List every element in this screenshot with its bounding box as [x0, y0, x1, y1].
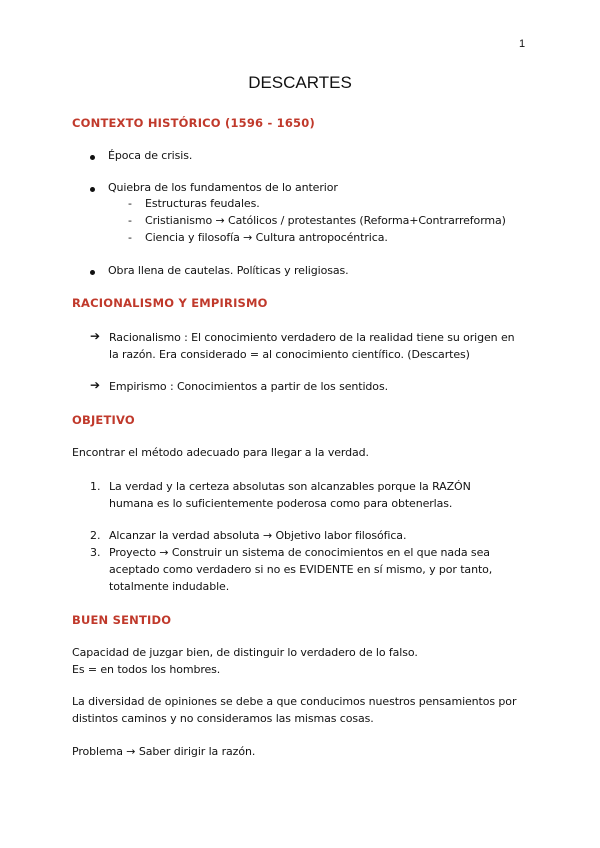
arrow-bullet-icon: ➔ — [90, 378, 101, 392]
list-number: 2. — [90, 529, 101, 542]
sub-item: Cristianismo → Católicos / protestantes (Reforma+Contrarreforma) — [145, 214, 506, 227]
bullet-dot-icon — [90, 155, 95, 160]
dash-icon: - — [128, 214, 132, 227]
list-item-line: la razón. Era considerado = al conocimiento científico. (Descartes) — [109, 348, 470, 361]
paragraph-line: La diversidad de opiniones se debe a que conducimos nuestros pensamientos por — [72, 695, 517, 708]
list-number: 3. — [90, 546, 101, 559]
sub-item: Estructuras feudales. — [145, 197, 260, 210]
dash-icon: - — [128, 231, 132, 244]
list-item-line: Empirismo : Conocimientos a partir de los sentidos. — [109, 380, 388, 393]
bullet-dot-icon — [90, 187, 95, 192]
list-item-line: Proyecto → Construir un sistema de conocimientos en el que nada sea — [109, 546, 490, 559]
page-number: 1 — [519, 38, 526, 50]
list-item-line: Alcanzar la verdad absoluta → Objetivo labor filosófica. — [109, 529, 407, 542]
list-item-line: humana es lo suficientemente poderosa como para obtenerlas. — [109, 497, 453, 510]
section-heading-buen-sentido: BUEN SENTIDO — [72, 613, 172, 627]
bullet-item: Obra llena de cautelas. Políticas y religiosas. — [108, 264, 349, 277]
sub-item: Ciencia y filosofía → Cultura antropocéntrica. — [145, 231, 388, 244]
paragraph-line: Capacidad de juzgar bien, de distinguir lo verdadero de lo falso. — [72, 646, 418, 659]
arrow-bullet-icon: ➔ — [90, 329, 101, 343]
document-title: DESCARTES — [248, 73, 352, 92]
paragraph-line: Problema → Saber dirigir la razón. — [72, 745, 256, 758]
paragraph-line: Es = en todos los hombres. — [72, 663, 221, 676]
bullet-dot-icon — [90, 270, 95, 275]
list-item-line: aceptado como verdadero si no es EVIDENTE en sí mismo, y por tanto, — [109, 563, 493, 576]
bullet-item: Época de crisis. — [108, 149, 193, 162]
list-item-line: La verdad y la certeza absolutas son alcanzables porque la RAZÓN — [109, 480, 471, 493]
section-heading-racionalismo: RACIONALISMO Y EMPIRISMO — [72, 296, 268, 310]
list-item-line: totalmente indudable. — [109, 580, 230, 593]
paragraph: Encontrar el método adecuado para llegar a la verdad. — [72, 446, 369, 459]
list-number: 1. — [90, 480, 101, 493]
section-heading-objetivo: OBJETIVO — [72, 413, 135, 427]
section-heading-contexto: CONTEXTO HISTÓRICO (1596 - 1650) — [72, 116, 315, 130]
bullet-item: Quiebra de los fundamentos de lo anterior — [108, 181, 338, 194]
list-item-line: Racionalismo : El conocimiento verdadero de la realidad tiene su origen en — [109, 331, 515, 344]
dash-icon: - — [128, 197, 132, 210]
paragraph-line: distintos caminos y no consideramos las mismas cosas. — [72, 712, 374, 725]
